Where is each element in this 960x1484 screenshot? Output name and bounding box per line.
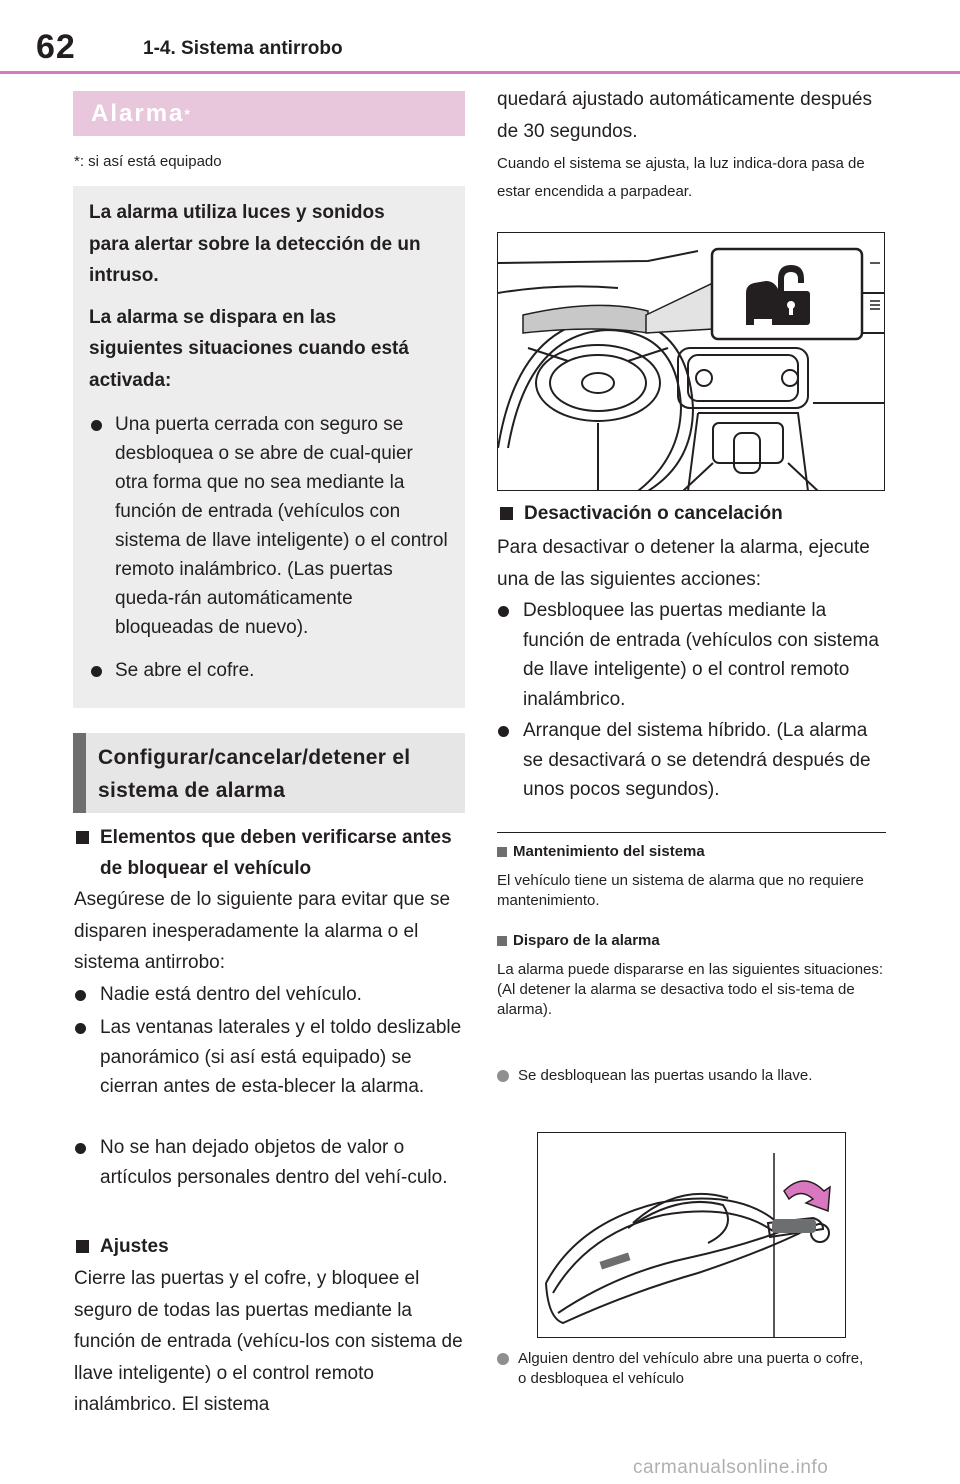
- notes-divider: [497, 832, 886, 833]
- continued-text: quedará ajustado automáticamente después de 30 segundos.: [497, 89, 872, 142]
- maintenance-heading: Mantenimiento del sistema: [497, 842, 886, 862]
- deactivation-bullet: Desbloquee las puertas mediante la función de entrada (vehículos con sistema de llave inteligente) o el control remoto inalámbrico.: [497, 596, 881, 714]
- deactivation-text: Para desactivar o detener la alarma, ejecute una de las siguientes acciones:: [497, 537, 870, 590]
- header-rule: [0, 71, 960, 74]
- alarm-heading-label: Alarma: [91, 99, 185, 127]
- config-heading: [73, 733, 465, 813]
- info-intro-2: La alarma se dispara en las siguientes situaciones cuando está activada:: [89, 306, 409, 391]
- deactivation-bullet: Arranque del sistema híbrido. (La alarma se desactivará o se detendrá después de unos pocos segundos).: [497, 716, 881, 805]
- check-bullet: Nadie está dentro del vehículo.: [74, 980, 466, 1010]
- info-bullet: Una puerta cerrada con seguro se desbloquea o se abre de cual-quier otra forma que no sea mediante la función de entrada (vehículos con sistema de llave inteligente) o el control remoto inalámbrico. (Las puertas queda-rán automáticamente bloqueadas de nuevo).: [89, 410, 449, 642]
- equipment-footnote: *: si así está equipado: [74, 153, 222, 170]
- settings-text: Cierre las puertas y el cofre, y bloquee el seguro de todas las puertas mediante la función de entrada (vehícu-los con sistema de llave inteligente) o el control remoto inalámbrico. El sistema: [74, 1268, 463, 1415]
- door-handle-key-figure: [537, 1132, 846, 1338]
- page-number: 62: [36, 28, 76, 66]
- maintenance-text: El vehículo tiene un sistema de alarma que no requiere mantenimiento.: [497, 872, 864, 909]
- trigger-bullet: Se desbloquean las puertas usando la llave.: [497, 1066, 867, 1086]
- check-bullet: No se han dejado objetos de valor o artículos personales dentro del vehí-culo.: [74, 1133, 466, 1192]
- info-bullet-list: [89, 410, 449, 685]
- indicator-text: Cuando el sistema se ajusta, la luz indica-dora pasa de estar encendida a parpadear.: [497, 155, 865, 200]
- info-intro-1: La alarma utiliza luces y sonidos para alertar sobre la detección de un intruso.: [89, 202, 421, 286]
- check-heading: Elementos que deben verificarse antes de bloquear el vehículo: [100, 822, 452, 884]
- dashboard-indicator-figure: [497, 232, 885, 491]
- check-text: Asegúrese de lo siguiente para evitar que se disparen inesperadamente la alarma o el sistema antirrobo:: [74, 889, 451, 973]
- alarm-heading: [73, 91, 465, 136]
- config-heading-label: Configurar/cancelar/detener el sistema de alarma: [98, 746, 411, 802]
- settings-heading: Ajustes: [100, 1231, 400, 1262]
- trigger-heading: Disparo de la alarma: [497, 931, 886, 951]
- alarm-heading-asterisk: *: [184, 105, 190, 122]
- check-bullet: Las ventanas laterales y el toldo deslizable panorámico (si así está equipado) se cierran antes de esta-blecer la alarma.: [74, 1013, 466, 1102]
- info-bullet: Se abre el cofre.: [89, 656, 449, 685]
- deactivation-heading: Desactivación o cancelación: [524, 498, 884, 529]
- trigger-bullet: Alguien dentro del vehículo abre una puerta o cofre, o desbloquea el vehículo: [497, 1349, 867, 1389]
- trigger-text: La alarma puede dispararse en las siguientes situaciones: (Al detener la alarma se desactiva todo el sis-tema de alarma).: [497, 961, 884, 1018]
- watermark: carmanualsonline.info: [633, 1457, 829, 1478]
- alarm-info-box: [73, 186, 465, 708]
- section-title: 1-4. Sistema antirrobo: [143, 38, 343, 59]
- dashboard-illustration: [498, 233, 885, 491]
- door-handle-illustration: [538, 1133, 846, 1338]
